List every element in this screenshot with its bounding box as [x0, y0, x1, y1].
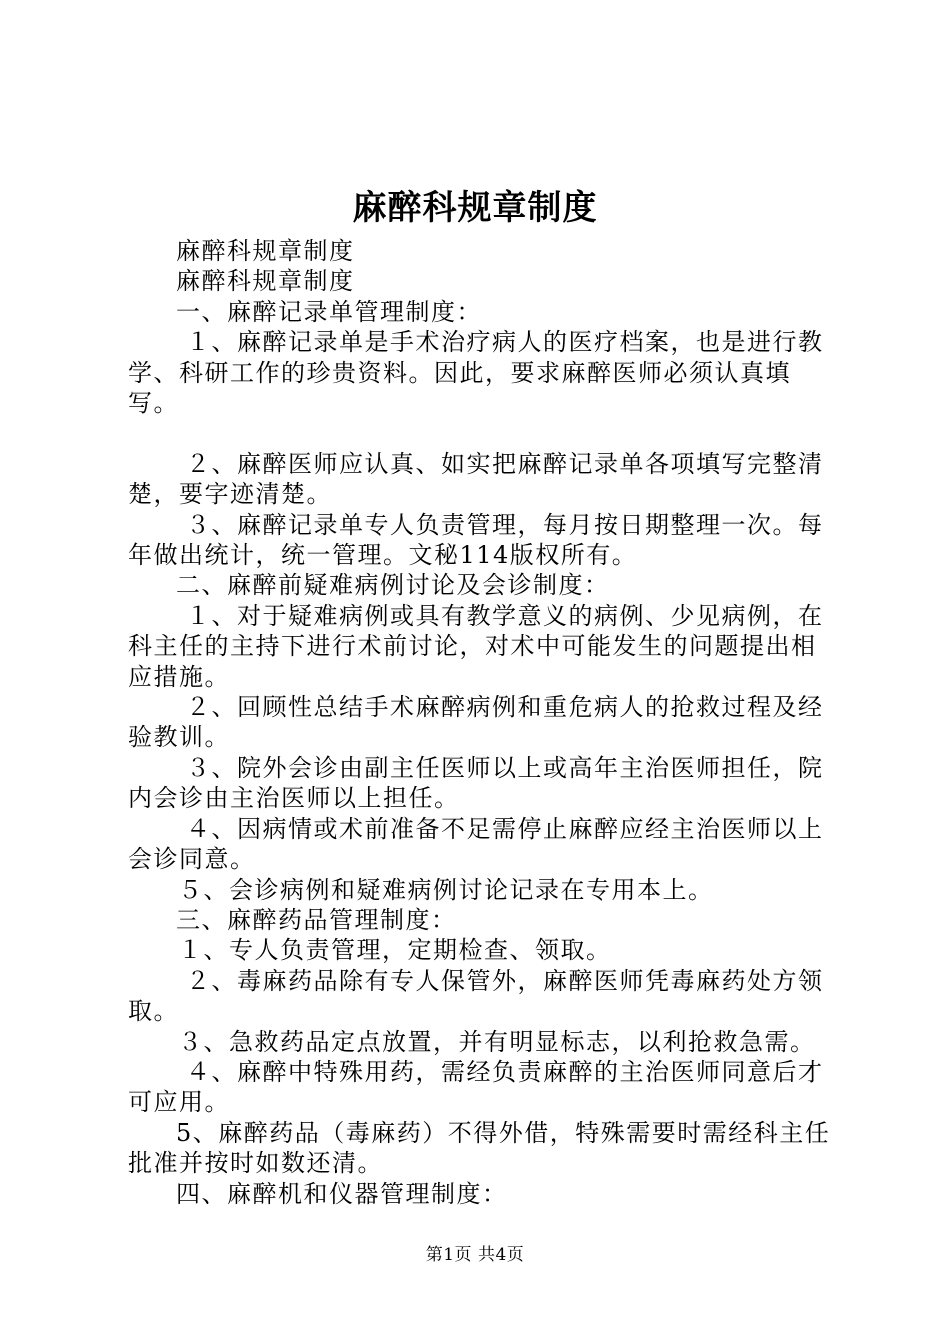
section-heading-3: 三、麻醉药品管理制度：	[176, 905, 457, 934]
paragraph-item: ３、麻醉记录单专人负责管理，每月按日期整理一次。每年做出统计，统一管理。文秘114版权所有。	[128, 510, 824, 570]
paragraph-item: ４、因病情或术前准备不足需停止麻醉应经主治医师以上会诊同意。	[128, 814, 824, 874]
paragraph-item: ３、急救药品定点放置，并有明显标志，以利抢救急需。	[178, 1027, 816, 1056]
paragraph-item: １、麻醉记录单是手术治疗病人的医疗档案，也是进行教学、科研工作的珍贵资料。因此，要求麻醉医师必须认真填写。	[128, 328, 824, 418]
paragraph-item: ５、会诊病例和疑难病例讨论记录在专用本上。	[178, 875, 714, 904]
document-title: 麻醉科规章制度	[352, 188, 598, 228]
section-heading-1: 一、麻醉记录单管理制度：	[176, 297, 482, 326]
paragraph-item: １、对于疑难病例或具有教学意义的病例、少见病例，在科主任的主持下进行术前讨论，对术中可能发生的问题提出相应措施。	[128, 601, 824, 691]
paragraph-gap	[128, 418, 840, 448]
document-body	[128, 236, 840, 1209]
paragraph-item: １、专人负责管理，定期检查、领取。	[178, 936, 612, 965]
paragraph-item: ４、麻醉中特殊用药，需经负责麻醉的主治医师同意后才可应用。	[128, 1057, 824, 1117]
paragraph-item: ２、回顾性总结手术麻醉病例和重危病人的抢救过程及经验教训。	[128, 693, 824, 752]
paragraph-item: 5、麻醉药品（毒麻药）不得外借，特殊需要时需经科主任批准并按时如数还清。	[128, 1118, 831, 1178]
paragraph-item: ２、毒麻药品除有专人保管外，麻醉医师凭毒麻药处方领取。	[128, 966, 824, 1026]
paragraph-subtitle-1: 麻醉科规章制度	[176, 237, 355, 265]
paragraph-item: ３、院外会诊由副主任医师以上或高年主治医师担任，院内会诊由主治医师以上担任。	[128, 753, 824, 813]
page-number-footer: 第1页 共4页	[425, 1245, 525, 1265]
section-heading-2: 二、麻醉前疑难病例讨论及会诊制度：	[176, 571, 610, 600]
section-heading-4: 四、麻醉机和仪器管理制度：	[176, 1179, 508, 1208]
paragraph-item: ２、麻醉医师应认真、如实把麻醉记录单各项填写完整清楚，要字迹清楚。	[128, 449, 824, 509]
paragraph-subtitle-2: 麻醉科规章制度	[176, 267, 355, 296]
